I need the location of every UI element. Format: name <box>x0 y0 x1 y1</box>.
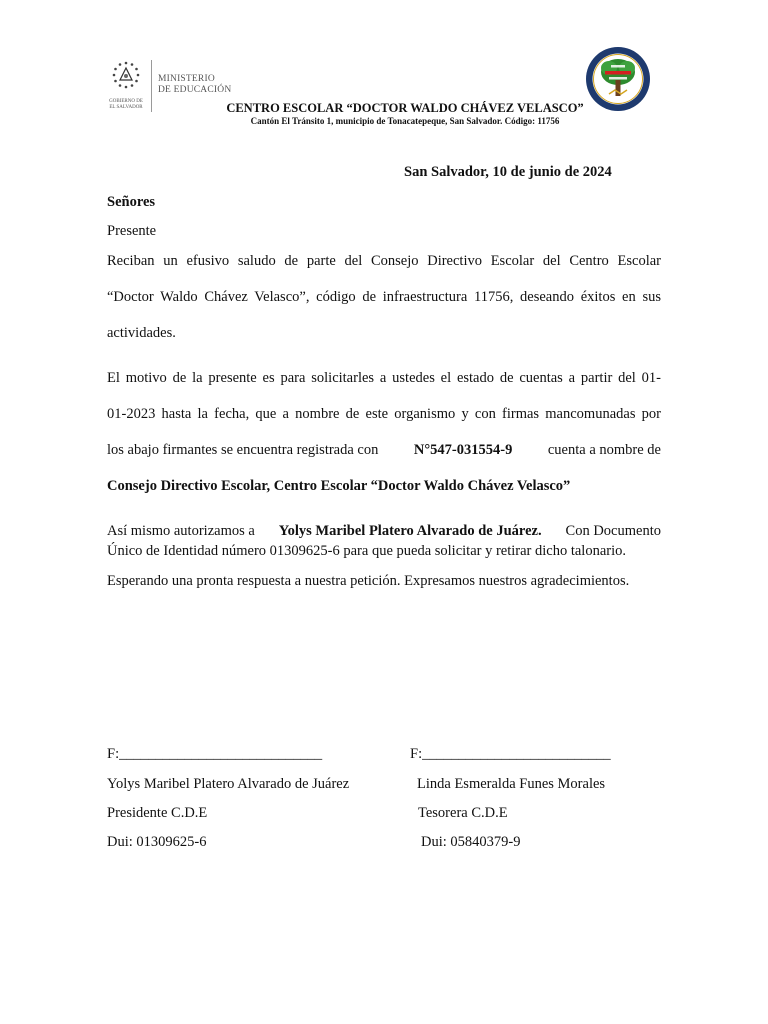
authorized-person: Yolys Maribel Platero Alvarado de Juárez. <box>278 523 542 539</box>
closing-paragraph: Esperando una pronta respuesta a nuestra petición. Expresamos nuestros agradecimientos. <box>107 573 630 589</box>
authorize-text: Así mismo autorizamos a <box>107 523 255 539</box>
signer-role-right: Tesorera C.D.E <box>418 805 508 821</box>
letter-date: San Salvador, 10 de junio de 2024 <box>404 164 612 180</box>
paragraph-1-line-3: actividades. <box>107 325 176 341</box>
account-text-before: los abajo firmantes se encuentra registrada con <box>107 442 379 458</box>
signer-dui-right: Dui: 05840379-9 <box>421 834 521 850</box>
signer-role-left: Presidente C.D.E <box>107 805 208 821</box>
paragraph-3-line-1 <box>107 523 661 540</box>
account-text-after: cuenta a nombre de <box>547 442 661 458</box>
signer-dui-left: Dui: 01309625-6 <box>107 834 207 850</box>
paragraph-1-line-2: “Doctor Waldo Chávez Velasco”, código de infraestructura 11756, deseando éxitos en sus <box>107 289 661 305</box>
gov-line-2: EL SALVADOR <box>109 104 143 110</box>
government-emblem-icon <box>104 58 148 98</box>
signature-line-left: F:____________________________ <box>107 746 323 762</box>
paragraph-2-line-2: 01-2023 hasta la fecha, que a nombre de este organismo y con firmas mancomunadas por <box>107 406 661 422</box>
account-number: N°547-031554-9 <box>413 442 513 458</box>
ministry-name <box>158 74 231 96</box>
ministry-line-1: MINISTERIO <box>158 74 215 84</box>
signature-line-right: F:__________________________ <box>410 746 611 762</box>
paragraph-3-line-2: Único de Identidad número 01309625-6 para que pueda solicitar y retirar dicho talonario. <box>107 543 627 559</box>
gov-line-1: GOBIERNO DE <box>109 99 143 104</box>
school-address: Cantón El Tránsito 1, municipio de Tonacatepeque, San Salvador. Código: 11756 <box>250 116 560 126</box>
presente: Presente <box>107 223 157 239</box>
account-holder-name: Consejo Directivo Escolar, Centro Escolar “Doctor Waldo Chávez Velasco” <box>107 478 571 494</box>
ministry-line-2: DE EDUCACIÓN <box>158 85 232 95</box>
paragraph-2-line-1: El motivo de la presente es para solicitarles a ustedes el estado de cuentas a partir del 01- <box>107 370 661 386</box>
paragraph-1-line-1: Reciban un efusivo saludo de parte del Consejo Directivo Escolar del Centro Escolar <box>107 253 661 269</box>
school-name: CENTRO ESCOLAR “DOCTOR WALDO CHÁVEZ VELASCO” <box>226 101 584 115</box>
salutation: Señores <box>107 194 156 210</box>
paragraph-2-line-3 <box>107 442 661 459</box>
signer-name-right: Linda Esmeralda Funes Morales <box>417 776 606 792</box>
document-text: Con Documento <box>565 523 661 539</box>
signer-name-left: Yolys Maribel Platero Alvarado de Juárez <box>107 776 350 792</box>
